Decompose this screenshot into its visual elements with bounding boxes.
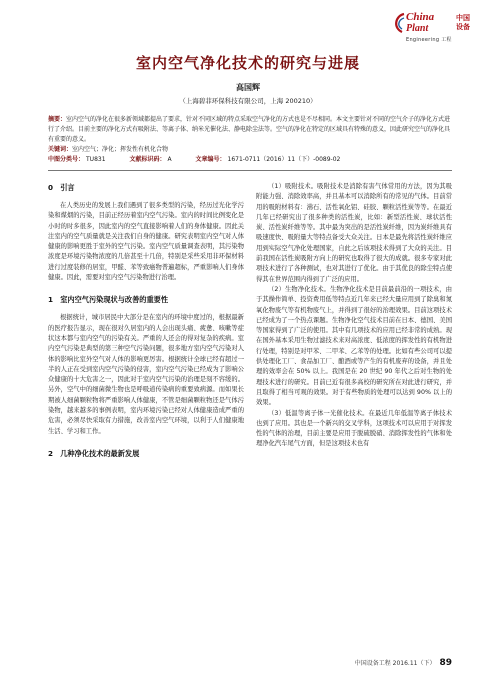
logo-wordmark: China Plant (406, 11, 435, 34)
page-footer (296, 658, 452, 668)
paragraph-adsorption: （1）吸附技术。吸附技术是消除有害气体常用的方法，因为其吸附能力强、消除效率高，并且基本可以消除所有的常见的气体。目前常用的吸附材料有：沸石、活性氧化铝、硅胶、颗粒活性炭等等。在最近几年已经研究出了很多种类的活性炭，比如：新型活性炭、球状活性炭、活性炭纤维等等。其中最为突出的是活性炭纤维，因为炭纤维具有吸速度快、吸附量大等特点备受大众关注。日本是最先将活性炭纤维应用到实际空气净化处理国家，自此之后该项技术得到了大众的关注。目前我国在活性炭吸附方向上的研究也取得了很大的成就。很多专家对此项技术进行了各种测试，也对其进行了优化。由于其优良的除尘特点使得其在世界范围内得到了广泛的应用。 (256, 183, 452, 283)
page-number: 89 (439, 658, 452, 668)
logo-cn: 中国 设备 (456, 14, 470, 31)
paragraph-intro: 在人类历史的发展上我们遇到了很多类型的污染，经历过光化学污染和煤烟的污染，目前正经历着室内空气污染。室内的时间比例变化是小时的时多很多，因此室内的空气直接影响着人们的身体健康。因此关注室内的空气质量就是关注我们自身的健康。研究表明室内空气对人体健康的影响更胜于室外的空气污染。室内空气质量调查表明，其污染物浓度是环境污染物浓度的几倍甚至十几倍，特别是采些采用非环保材料进行过度装修的居室，甲醛、苯等致癌物普遍超标，严重影响人们身体健康。因此，需要对室内空气污染物进行治理。 (48, 202, 244, 282)
article-meta (48, 155, 452, 164)
left-column (48, 182, 244, 459)
journal-logo (392, 10, 484, 46)
keywords-label: 关键词： (48, 146, 73, 153)
header-divider (48, 170, 452, 171)
right-column (256, 182, 452, 450)
paragraph-plasma: （3）低温等离子体一光催化技术。在最近几年低温等离子体技术也到了应用。其也是一个新兴的交叉学科，这项技术可以应用于对挥发性的气体的治理，目前主要是应用于脱硫脱硝、消除挥发性的气体和处理净化汽车尾气方面，但是这项技术也有 (256, 409, 452, 448)
abstract-label: 摘要： (48, 116, 67, 123)
logo-swoosh-icon (392, 12, 406, 34)
section-heading-2: 2 几种净化技术的最新发展 (48, 448, 140, 458)
meta-article-no: 文章编号： 1671-0711（2016）11（下）-0089-02 (195, 156, 341, 163)
abstract-text: 室内空气的净化在很多新领域都提出了要求，针对不同区域的特点采取空气净化的方式也是不尽相同。本文主要针对不同的空气介子的净化方式进行了介绍。目前主要的净化方式有吸附法、等离子体、纳米光催化法、静电除尘法等。空气的净化在特定的区域具有特殊的意义，因此研究空气的净化具有重要的意义。 (48, 116, 451, 143)
paper-author: 高国辉 (236, 83, 260, 92)
footer-journal: 中国设备工程 2016.11（下） (354, 660, 436, 667)
keywords-text: 室内空气；净化；挥发性有机化合物 (72, 146, 169, 153)
keywords (48, 145, 452, 154)
abstract (48, 115, 452, 145)
paper-affiliation: （上海碧菲环保科技有限公司，上海 200210） (179, 97, 317, 105)
paragraph-biological: （2）生物净化技术。生物净化技术是目前最前沿的一项技术，由于其操作简单、投资费用低等特点近几年来已经大量应用到了除臭和氮氧化物废气等有机物废气上，并得到了很好的治理效果。目前这项技术已经成为了一个热点课题。生物净化空气技术目前在日本、德国、美国等国家得到了广泛的使用。其中有几项技术的应用已经非常的成熟。现在国外基本采用生物过滤技术来对高浓度、低浓度的挥发性的有机物进行处理，特别是对甲苯、二甲苯、乙苯等的处理。比如有些公司可以提供处理化工厂、食品加工厂、酿酒或等产生的有机废弃的设备，并且处理的效率会在 50% 以上。我国是在 20 世纪 90 年代之后对生物的处理技术进行的研究。目前已近有很多高校的研究所在对此进行研究，并且取得了相当可观的效果。对于有些物质的处理可以达到 90% 以上的效果。 (256, 285, 452, 407)
section-heading-intro: 0 引言 (48, 183, 75, 192)
paragraph-section-1: 根据统计，城市居民中大部分是在室内的环境中度过的，根据最新的医疗报告显示，现在很对久居室内的人会出现头痛、疲惫、咳嗽等症状这本都与室内空气的污染有关。严重的人还会的得对复杂的疾病。室内空气污染是典型的第三种空气污染问题，很多地方室内空气污染对人体的影响比室外空气对人体的影响更厉害。根据统计全球已经有超过一半的人正在受到室内空气污染的侵害，室内空气污染已经成为了影响公众健康的十大危害之一，因此对于室内空气污染的治理是刻不容缓的。另外，空气中的细菌微生物也是呼吸道传染病的重要致病源。而如果长期被人细菌颗粒物将严重影响人体健康，不管是细菌颗粒物还是气体污染物，越来越多的事例表明，室内环境污染已经对人体健康造成严重的危害，必须尽快采取有力措施，改善室内空气环境，以利于人们健康地生活、学习和工作。 (48, 314, 244, 435)
logo-en: Engineering 工程 (406, 37, 452, 43)
paper-title: 室内空气净化技术的研究与进展 (135, 54, 360, 72)
meta-doc-code: 文献标识码： A (129, 156, 172, 163)
meta-clc: 中图分类号： TU831 (48, 156, 106, 163)
section-heading-1: 1 室内空气污染现状与改善的重要性 (48, 295, 169, 305)
